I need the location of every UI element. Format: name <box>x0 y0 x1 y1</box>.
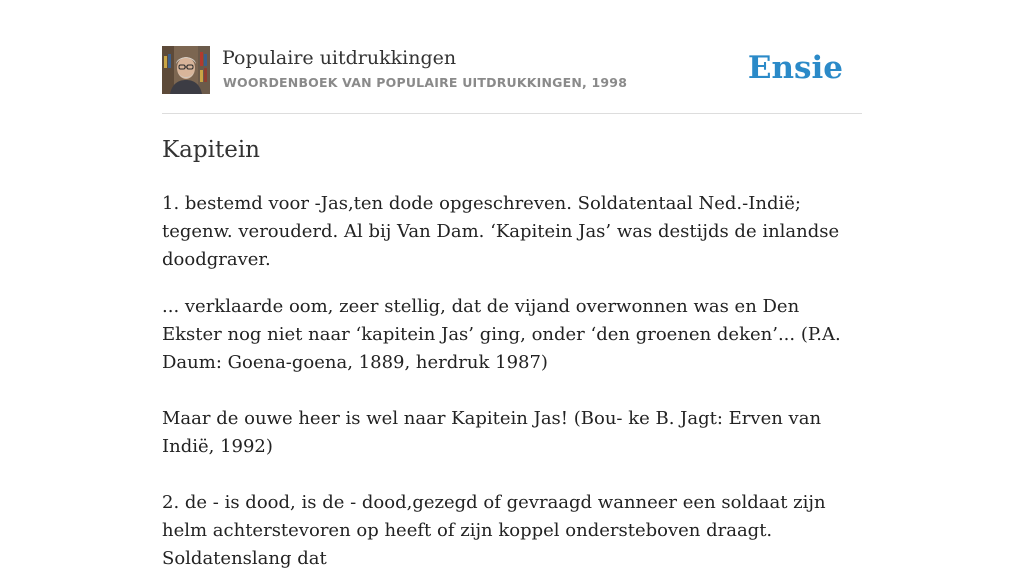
source-title[interactable]: Populaire uitdrukkingen <box>222 47 457 69</box>
quote-paragraph: Maar de ouwe heer is wel naar Kapitein Jas! (Bou- ke B. Jagt: Erven van Indië, 1992) <box>162 408 822 457</box>
avatar-portrait-image <box>162 46 210 94</box>
entry-title: Kapitein <box>162 137 260 163</box>
definition-paragraph: 1. bestemd voor -Jas,ten dode opgeschreven. Soldatentaal Ned.-Indië; tegenw. verouderd. Al bij Van Dam. ‘Kapitein Jas’ was destijds de inlandse doodgraver. <box>162 193 840 270</box>
ensie-logo-link[interactable]: Ensie <box>747 50 843 86</box>
quote-paragraph: ... verklaarde oom, zeer stellig, dat de vijand overwonnen was en Den Ekster nog niet naar ‘kapitein Jas’ ging, onder ‘den groenen deken’... (P.A. Daum: Goena-goena, 1889, herdruk 1987) <box>162 296 841 373</box>
author-avatar[interactable] <box>162 46 210 94</box>
source-header <box>162 46 862 96</box>
definition-paragraph: 2. de - is dood, is de - dood,gezegd of gevraagd wanneer een soldaat zijn helm achterstevoren op heeft of zijn koppel ondersteboven draagt. Soldatenslang dat <box>162 492 826 569</box>
source-subtitle: WOORDENBOEK VAN POPULAIRE UITDRUKKINGEN, 1998 <box>223 75 628 90</box>
header-divider <box>162 113 862 114</box>
entry-body <box>162 190 862 573</box>
entry-card <box>162 0 862 569</box>
